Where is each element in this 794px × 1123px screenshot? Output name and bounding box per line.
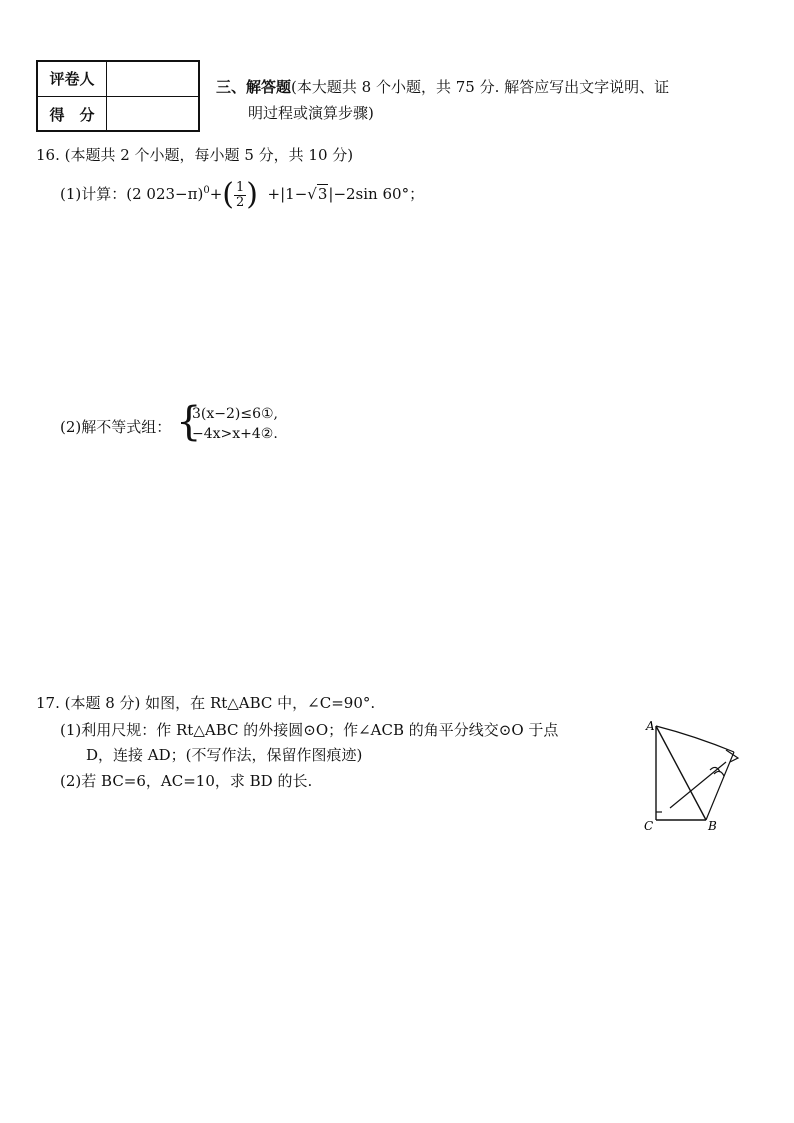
arc-mark-3 (714, 771, 724, 776)
section-heading (216, 74, 736, 126)
q16-part1-mid: +|1− (267, 185, 308, 203)
score-table-divider (38, 96, 198, 97)
construction-traces (656, 726, 738, 820)
q16-header: 16. (本题共 2 个小题，每小题 5 分，共 10 分) (36, 146, 354, 164)
q16-part2-prefix: (2)解不等式组： (60, 418, 172, 436)
trace-line (706, 752, 734, 820)
reviewer-label: 评卷人 (49, 70, 95, 88)
q16-inequality-2: −4x>x+4②. (192, 426, 278, 442)
fraction-denominator: 2 (236, 194, 245, 210)
score-table-column-divider (106, 62, 107, 130)
q17-part1-line1: (1)利用尺规：作 Rt△ABC 的外接圆⊙O；作∠ACB 的角平分线交⊙O 于点 (60, 721, 559, 739)
q16-part1-exponent: 0 (203, 185, 210, 196)
q16-part1 (60, 176, 424, 210)
right-paren: ) (246, 177, 258, 212)
q16-fraction (234, 181, 246, 210)
triangle-sides (656, 726, 706, 820)
sqrt-value: 3 (317, 185, 328, 203)
left-brace-icon: { (176, 399, 202, 445)
vertex-label-c: C (644, 819, 654, 833)
score-label: 得 分 (49, 106, 95, 124)
q16-part1-prefix: (1)计算：(2 023−π) (60, 185, 204, 203)
vertex-label-b: B (708, 819, 717, 833)
q17-part2: (2)若 BC=6，AC=10，求 BD 的长. (60, 772, 313, 790)
section-note-line1: (本大题共 8 个小题，共 75 分. 解答应写出文字说明、证 (291, 78, 670, 96)
section-title: 三、解答题 (216, 78, 292, 96)
vertex-label-a: A (646, 719, 655, 733)
left-paren: ( (222, 177, 234, 212)
q17-header: 17. (本题 8 分) 如图，在 Rt△ABC 中，∠C=90°. (36, 694, 376, 712)
q16-part1-tail: |−2sin 60°； (328, 185, 425, 203)
sqrt-icon: √ (307, 185, 317, 203)
fraction-numerator: 1 (236, 179, 245, 195)
triangle-figure (640, 712, 750, 836)
side-ab (656, 726, 706, 820)
q16-part1-plus: + (209, 185, 223, 203)
score-table (36, 60, 200, 132)
q16-inequality-1: 3(x−2)≤6①, (192, 406, 279, 422)
q17-part1-line2: D，连接 AD；(不写作法，保留作图痕迹) (86, 746, 363, 764)
section-note-line2: 明过程或演算步骤) (248, 104, 374, 122)
